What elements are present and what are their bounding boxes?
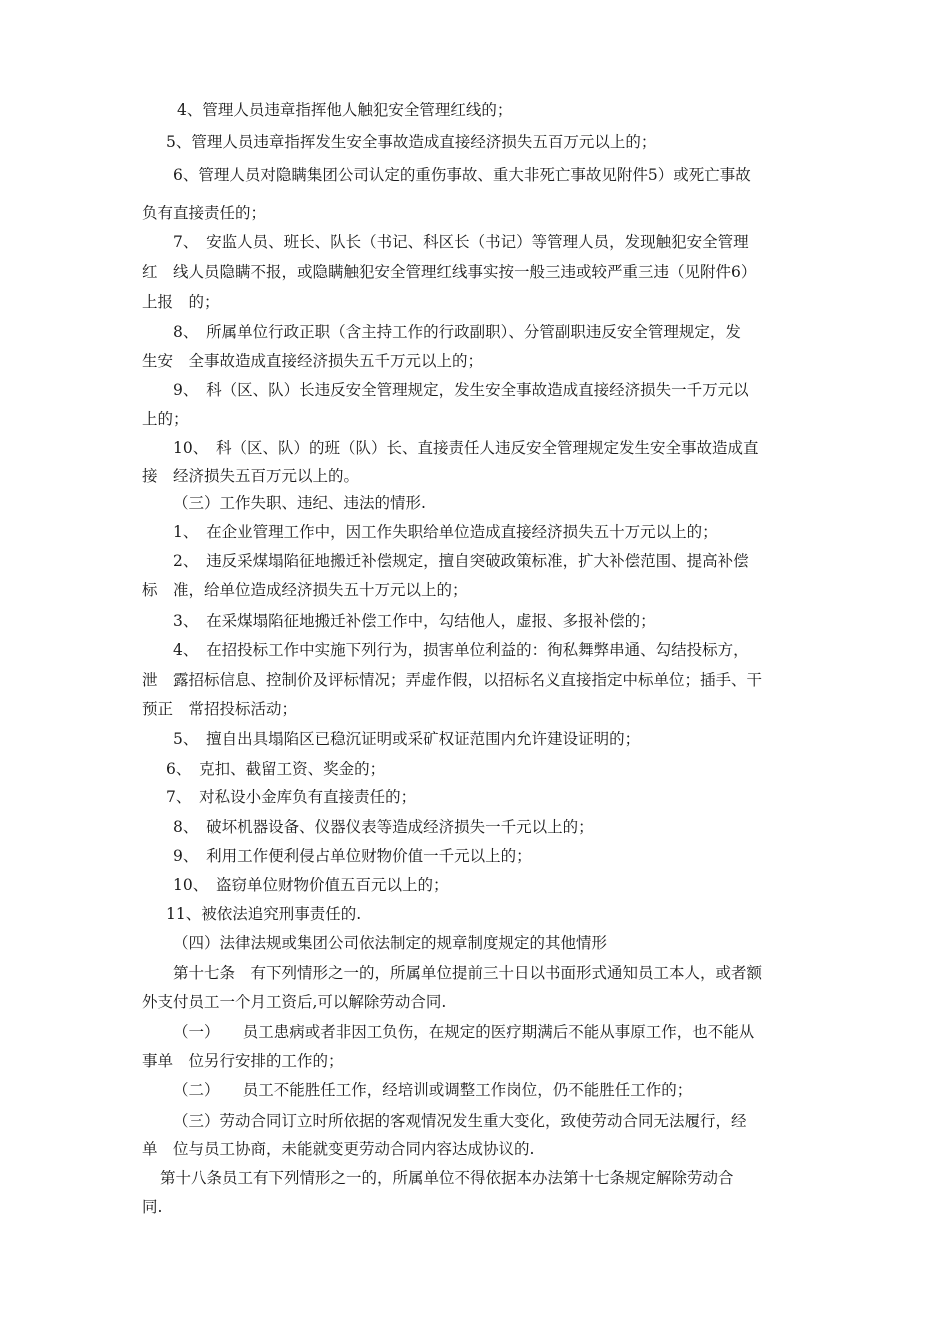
text-line: 8、 破坏机器设备、仪器仪表等造成经济损失一千元以上的； [173, 818, 594, 836]
text-line: 预正 常招投标活动； [142, 700, 298, 718]
text-line: （二） 员工不能胜任工作，经培训或调整工作岗位，仍不能胜任工作的； [173, 1081, 693, 1099]
text-line: 10、 盗窃单位财物价值五百元以上的； [173, 876, 449, 894]
text-line: 7、 对私设小金库负有直接责任的； [166, 788, 417, 806]
text-line: 接 经济损失五百万元以上的。 [142, 467, 360, 485]
text-line: 3、 在采煤塌陷征地搬迁补偿工作中，勾结他人，虚报、多报补偿的； [173, 612, 656, 630]
text-line: 4、 在招投标工作中实施下列行为，损害单位利益的：徇私舞弊串通、勾结投标方， [173, 641, 749, 659]
article-line: 第十八条员工有下列情形之一的，所属单位不得依据本办法第十七条规定解除劳动合 [160, 1169, 734, 1187]
text-line: 8、 所属单位行政正职（含主持工作的行政副职）、分管副职违反安全管理规定，发 [173, 323, 741, 341]
text-line: 9、 科（区、队）长违反安全管理规定，发生安全事故造成直接经济损失一千万元以 [173, 381, 749, 399]
text-line: 11、被依法追究刑事责任的. [166, 905, 362, 923]
text-line: 上的； [142, 410, 189, 428]
text-line: 单 位与员工协商，未能就变更劳动合同内容达成协议的. [142, 1140, 535, 1158]
text-line: 上报 的； [142, 293, 220, 311]
article-line: 第十七条 有下列情形之一的，所属单位提前三十日以书面形式通知员工本人，或者额 [173, 964, 763, 982]
text-line: 事单 位另行安排的工作的； [142, 1052, 344, 1070]
text-line: 2、 违反采煤塌陷征地搬迁补偿规定，擅自突破政策标准，扩大补偿范围、提高补偿 [173, 552, 749, 570]
section-heading: （四）法律法规或集团公司依法制定的规章制度规定的其他情形 [173, 934, 608, 952]
text-line: （一） 员工患病或者非因工负伤，在规定的医疗期满后不能从事原工作，也不能从 [173, 1023, 755, 1041]
text-line: 红 线人员隐瞒不报，或隐瞒触犯安全管理红线事实按一般三违或较严重三违（见附件6） [142, 263, 757, 281]
text-line: 外支付员工一个月工资后,可以解除劳动合同. [142, 993, 447, 1011]
text-line: 7、 安监人员、班长、队长（书记、科区长（书记）等管理人员，发现触犯安全管理 [173, 233, 749, 251]
text-line: 5、管理人员违章指挥发生安全事故造成直接经济损失五百万元以上的； [166, 133, 657, 151]
text-line: 生安 全事故造成直接经济损失五千万元以上的； [142, 352, 484, 370]
text-line: 6、 克扣、截留工资、奖金的； [166, 760, 386, 778]
text-line: 6、管理人员对隐瞒集团公司认定的重伤事故、重大非死亡事故见附件5）或死亡事故 [173, 166, 751, 184]
text-line: 10、 科（区、队）的班（队）长、直接责任人违反安全管理规定发生安全事故造成直 [173, 439, 759, 457]
text-line: 泄 露招标信息、控制价及评标情况；弄虚作假，以招标名义直接指定中标单位；插手、干 [142, 671, 763, 689]
text-line: （三）劳动合同订立时所依据的客观情况发生重大变化，致使劳动合同无法履行，经 [173, 1112, 747, 1130]
text-line: 标 准，给单位造成经济损失五十万元以上的； [142, 581, 468, 599]
text-line: 1、 在企业管理工作中，因工作失职给单位造成直接经济损失五十万元以上的； [173, 523, 718, 541]
section-heading: （三）工作失职、违纪、违法的情形. [173, 494, 426, 512]
text-line: 4、管理人员违章指挥他人触犯安全管理红线的； [177, 101, 513, 119]
text-line: 5、 擅自出具塌陷区已稳沉证明或采矿权证范围内允许建设证明的； [173, 730, 641, 748]
text-line: 同. [142, 1198, 163, 1216]
text-line: 9、 利用工作便利侵占单位财物价值一千元以上的； [173, 847, 532, 865]
text-line: 负有直接责任的； [142, 204, 267, 222]
